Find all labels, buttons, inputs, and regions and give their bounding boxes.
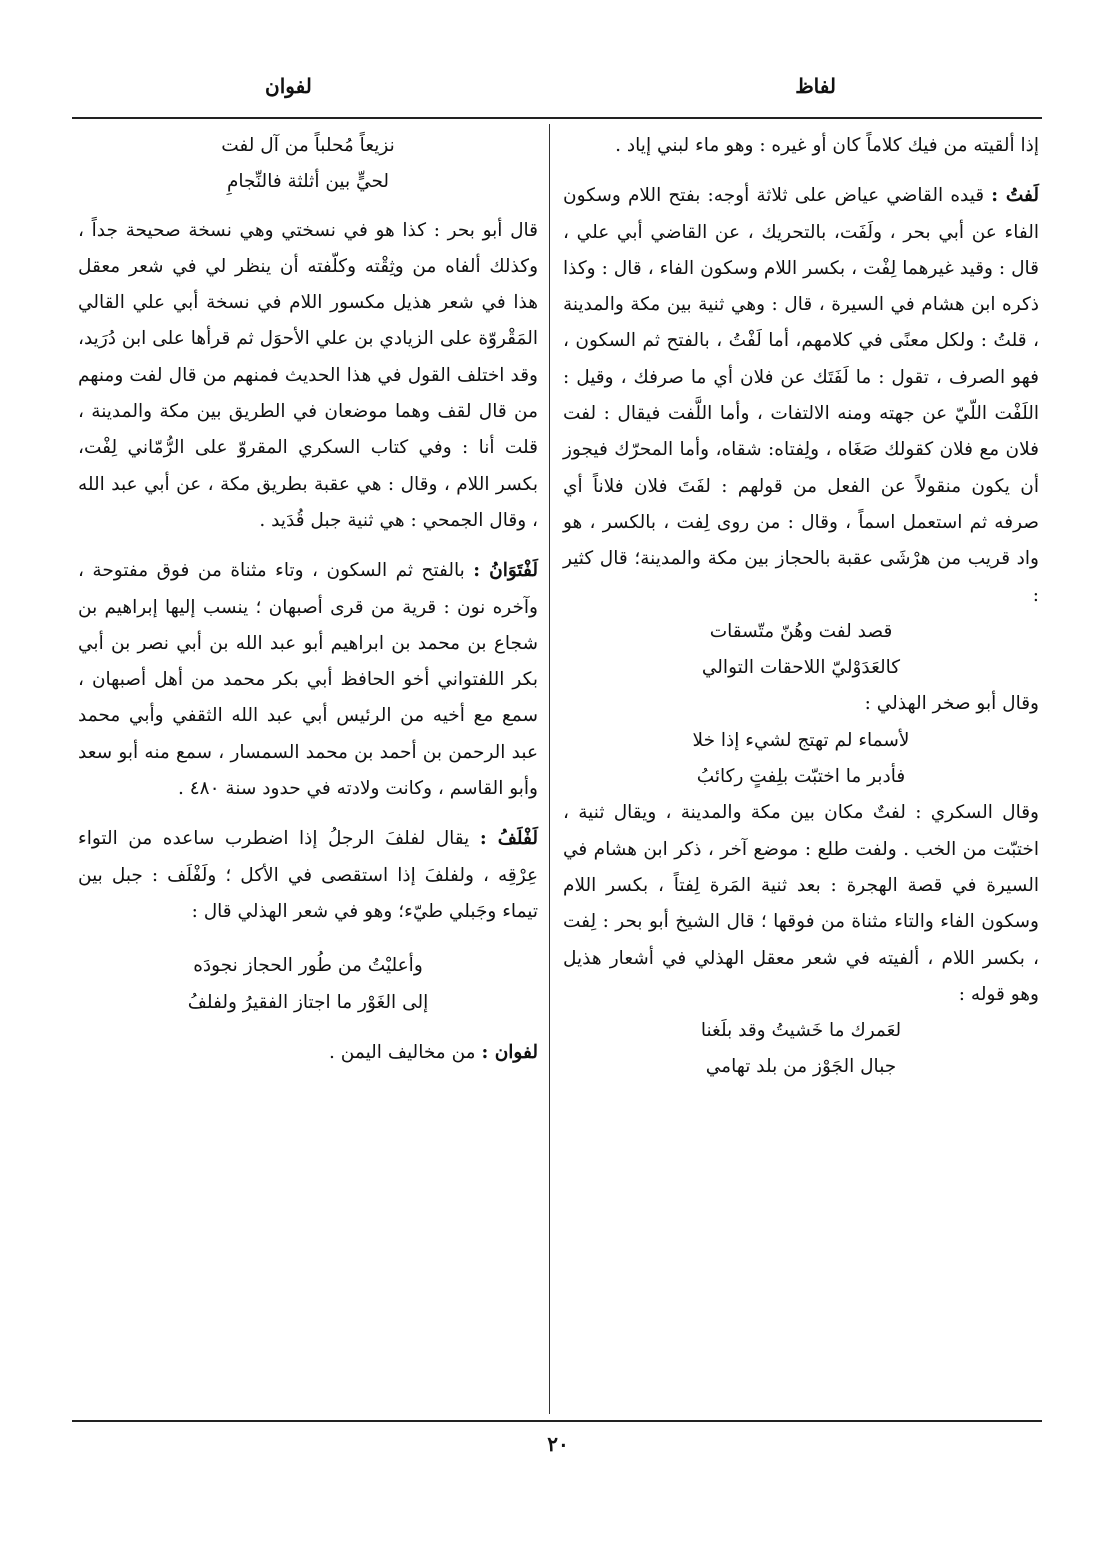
running-header-right: لفاظ	[795, 74, 836, 98]
entry-text: بالفتح ثم السكون ، وتاء مثناة من فوق مفتوحة ، وآخره نون : قرية من قرى أصبهان ؛ ينسب إليها إبراهيم بن شجاع بن محمد بن ابراهيم أبو عبد الله بن أبي نصر بن أبي بكر اللفتواني أخو الحافظ أبي بكر محمد من أهل أصبهان ، سمع مع أخيه من الرئيس أبي عبد الله الثقفي وأبي محمد عبد الرحمن بن أحمد بن محمد السمسار ، سمع منه أبو سعد وأبو القاسم ، وكانت ولادته في حدود سنة ٤٨٠ .	[78, 560, 538, 800]
verse-line: لأسماء لم تهتج لشيء إذا خلا	[692, 729, 910, 751]
verse-line: جبال الجَوْز من بلد تهامي	[705, 1056, 897, 1078]
dictionary-entry	[78, 821, 538, 930]
entry-text: قيده القاضي عياض على ثلاثة أوجه: بفتح اللام وسكون الفاء عن أبي بحر ، ولَفَت، بالتحريك ، عن القاضي أبي علي ، قال : وقيد غيرهما لِفْت ، بكسر اللام وسكون الفاء ، قال : وكذا ذكره ابن هشام في السيرة ، قال : وهي ثنية بين مكة والمدينة ، قلتُ : ولكل معنًى في كلامهم، أما لَفْتُ ، بالفتح ثم السكون ، فهو الصرف ، تقول : ما لَفَتَك عن فلان أي ما صرفك ، وقيل : اللَفْت اللّيّ عن جهته ومنه الالتفات ، وأما اللَّفت فيقال : لفت فلان مع فلان كقولك صَغَاه ، ولِفتاه: شقاه، وأما المحرّك فيجوز أن يكون منقولاً عن الفعل من قولهم : لفَتَ فلان فلاناً أي صرفه ثم استعمل اسماً ، وقال : من روى لِفت ، بالكسر ، هو واد قريب من هرْشَى عقبة بالحجاز بين مكة والمدينة؛ قال كثير :	[563, 185, 1039, 606]
verse-line: كالعَدَوْليّ اللاحقات التوالي	[701, 657, 901, 679]
verse-line: إلى الغَوْر ما اجتاز الفقيرُ ولفلفُ	[187, 991, 429, 1013]
entry-headword: لَفتُ :	[991, 185, 1039, 207]
entry-text: من مخاليف اليمن .	[329, 1041, 482, 1063]
dictionary-entry	[78, 1035, 538, 1071]
paragraph: وقال السكري : لفتٌ مكان بين مكة والمدينة ، ويقال ثنية ، اختبّت من الخب . ولفت طلع : موضع آخر ، ذكر ابن هشام في السيرة في قصة الهجرة : بعد ثنية المَرة لِفتاً ، بكسر اللام وسكون الفاء والتاء مثناة من فوقها ؛ قال الشيخ أبو بحر : لِفت ، بكسر اللام ، ألفيته في شعر معقل الهذلي في أشعار هذيل وهو قوله :	[563, 802, 1039, 1005]
entry-text: يقال لفلفَ الرجلُ إذا اضطرب ساعده من التواء عِرْقِه ، ولفلفَ إذا استقصى في الأكل ؛ ولَفْلَف : جبل بين تيماء وجَبلي طيّء؛ وهو في شعر الهذلي قال :	[78, 828, 538, 922]
dictionary-entry	[563, 178, 1039, 614]
entry-headword: لَفْلَفُ :	[479, 828, 538, 850]
left-column	[78, 128, 538, 1071]
paragraph: إذا ألقيته من فيك كلاماً كان أو غيره : وهو ماء لبني إياد .	[615, 135, 1039, 156]
entry-headword: لَفْتَوَانُ :	[473, 560, 538, 582]
verse-line: قصد لفت وهُنّ متّسقات	[709, 620, 893, 642]
running-header-left: لفوان	[265, 74, 312, 98]
right-column	[563, 128, 1039, 1086]
paragraph: وقال أبو صخر الهذلي :	[864, 693, 1039, 715]
page-number: ٢٠	[547, 1432, 569, 1456]
verse-line: وأعليْتُ من طُور الحجاز نجودَه	[193, 955, 423, 977]
verse-line: لحيٍّ بين أثلثة فالنِّجامِ	[226, 171, 390, 193]
dictionary-entry	[78, 553, 538, 807]
entry-headword: لفوان :	[481, 1041, 538, 1063]
paragraph: قال أبو بحر : كذا هو في نسختي وهي نسخة صحيحة جداً ، وكذلك ألفاه من وثِقْته وكلّفته أن ينظر لي في شعر معقل هذا في شعر هذيل مكسور اللام في نسخة أبي علي القالي المَقْروّة على الزيادي بن علي الأحوَل ثم قرأها على ابن دُرَيد، وقد اختلف القول في هذا الحديث فمنهم من قال لفت ومنهم من قال لقف وهما موضعان في الطريق بين مكة والمدينة ، قلت أنا : وفي كتاب السكري المقروّ على الرُّمّاني لِفْت، بكسر اللام ، وقال : هي عقبة بطريق مكة ، عن أبي عبد الله ، وقال الجمحي : هي ثنية جبل قُدَيد .	[78, 219, 538, 531]
header-rule	[72, 117, 1042, 119]
verse-line: نزيعاً مُحلباً من آل لفت	[221, 135, 395, 156]
verse-line: لعَمرك ما خَشيتُ وقد بلَغنا	[700, 1020, 902, 1042]
column-divider	[549, 124, 550, 1414]
footer-rule	[72, 1420, 1042, 1422]
verse-line: فأدبر ما اختبّت بلِفتٍ ركائبُ	[696, 766, 906, 788]
